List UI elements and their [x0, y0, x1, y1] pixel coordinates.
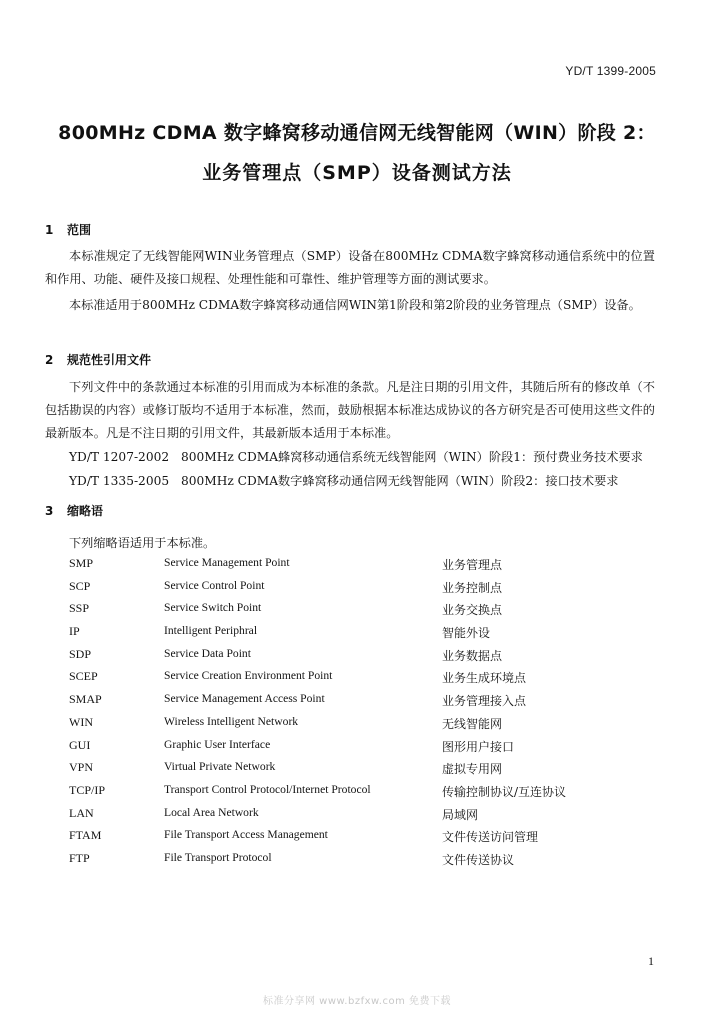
english-term: Service Management Access Point: [164, 692, 325, 706]
chinese-term: 业务管理接入点: [442, 694, 527, 709]
chinese-term: 虚拟专用网: [442, 762, 503, 777]
english-term: File Transport Protocol: [164, 850, 272, 864]
english-term: File Transport Access Management: [164, 828, 328, 842]
abbreviation: IP: [69, 624, 80, 639]
section-1-heading: [45, 221, 91, 238]
abbreviation: SSP: [69, 601, 90, 616]
english-term: Wireless Intelligent Network: [164, 714, 299, 728]
reference-code: YD/T 1207-2002: [69, 450, 170, 464]
abbreviation: SMP: [69, 556, 94, 570]
standard-code: YD/T 1399-2005: [565, 64, 656, 78]
section-title: 范围: [67, 223, 92, 237]
english-term: Service Control Point: [164, 578, 265, 592]
chinese-term: 业务管理点: [442, 558, 503, 572]
english-term: Transport Control Protocol/Internet Protocol: [164, 782, 371, 796]
section-2-paragraph: 下列文件中的条款通过本标准的引用而成为本标准的条款。凡是注日期的引用文件，其随后所有的修改单（不包括勘误的内容）或修订版均不适用于本标准，然而，鼓励根据本标准达成协议的各方研究是否可使用这些文件的最新版本。凡是不注日期的引用文件，其最新版本适用于本标准。: [45, 380, 655, 440]
section-number: 1: [45, 223, 54, 237]
chinese-term: 业务生成环境点: [442, 671, 527, 686]
section-1-paragraph-1: 本标准规定了无线智能网WIN业务管理点（SMP）设备在800MHz CDMA数字蜂窝移动通信系统中的位置和作用、功能、硬件及接口规程、处理性能和可靠性、维护管理等方面的测试要求。: [45, 249, 655, 286]
section-number: 3: [45, 504, 54, 518]
chinese-term: 智能外设: [442, 626, 491, 641]
abbreviation: GUI: [69, 737, 91, 752]
english-term: Service Switch Point: [164, 601, 262, 615]
abbreviation: WIN: [69, 714, 93, 729]
chinese-term: 传输控制协议/互连协议: [442, 784, 567, 799]
section-title: 规范性引用文件: [67, 353, 152, 367]
document-title-line-2: 业务管理点（SMP）设备测试方法: [202, 162, 512, 184]
chinese-term: 业务数据点: [442, 648, 503, 663]
reference-title: 800MHz CDMA数字蜂窝移动通信网无线智能网（WIN）阶段2：接口技术要求: [181, 474, 619, 488]
watermark: 标准分享网 www.bzfxw.com 免费下载: [263, 996, 451, 1007]
page-number: 1: [648, 954, 654, 968]
chinese-term: 图形用户接口: [442, 739, 515, 754]
english-term: Local Area Network: [164, 805, 259, 819]
abbreviation: LAN: [69, 805, 94, 820]
section-2-heading: [45, 351, 151, 368]
reference-code: YD/T 1335-2005: [69, 474, 170, 488]
chinese-term: 局域网: [442, 807, 479, 822]
abbreviation: TCP/IP: [69, 782, 106, 797]
english-term: Service Data Point: [164, 646, 251, 660]
abbreviation: SCEP: [69, 669, 98, 684]
section-1-paragraph-2: 本标准适用于800MHz CDMA数字蜂窝移动通信网WIN第1阶段和第2阶段的业务管理点（SMP）设备。: [69, 298, 641, 312]
english-term: Intelligent Periphral: [164, 624, 258, 638]
abbreviation: VPN: [69, 760, 94, 775]
section-number: 2: [45, 353, 54, 367]
reference-item: [69, 448, 643, 465]
chinese-term: 业务交换点: [442, 603, 503, 618]
abbreviation: SCP: [69, 578, 91, 593]
chinese-term: 文件传送协议: [442, 852, 515, 867]
document-title-line-1: 800MHz CDMA 数字蜂窝移动通信网无线智能网（WIN）阶段 2：: [58, 122, 656, 144]
section-3-heading: [45, 502, 103, 519]
chinese-term: 文件传送访问管理: [442, 830, 539, 845]
abbreviation: FTP: [69, 850, 90, 865]
english-term: Service Management Point: [164, 556, 290, 569]
english-term: Graphic User Interface: [164, 737, 271, 751]
reference-title: 800MHz CDMA蜂窝移动通信系统无线智能网（WIN）阶段1：预付费业务技术要求: [181, 450, 643, 464]
abbreviation: FTAM: [69, 828, 102, 843]
section-title: 缩略语: [67, 504, 104, 518]
abbreviation: SDP: [69, 646, 92, 661]
reference-item: [69, 472, 619, 489]
english-term: Virtual Private Network: [164, 760, 276, 774]
chinese-term: 无线智能网: [442, 716, 503, 731]
chinese-term: 业务控制点: [442, 580, 503, 595]
english-term: Service Creation Environment Point: [164, 669, 333, 683]
abbreviation: SMAP: [69, 692, 102, 707]
abbreviations-intro: 下列缩略语适用于本标准。: [69, 536, 216, 550]
